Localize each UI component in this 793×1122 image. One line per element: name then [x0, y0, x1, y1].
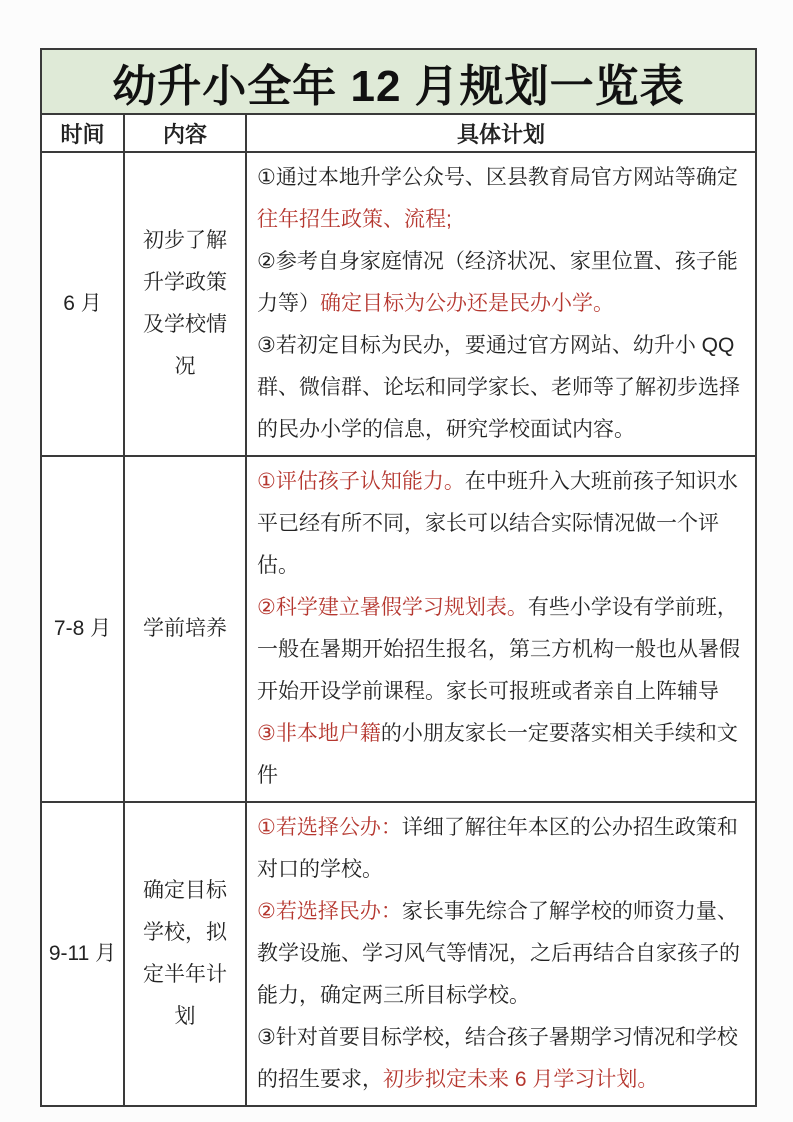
plan-text-highlight: ②若选择民办：: [257, 900, 402, 923]
time-cell: 9-11 月: [42, 803, 125, 1105]
table-header-row: [42, 115, 755, 153]
plan-cell: [247, 457, 755, 803]
document-sheet: [40, 48, 757, 1107]
plan-paragraph: [257, 1017, 741, 1101]
plan-text-highlight: ①若选择公办：: [257, 816, 402, 839]
plan-text: 家长事先综合了解学校的师资力量、教学设施、学习风气等情况，之后再结合自家孩子的能力，确定两三所目标学校。: [257, 900, 740, 1007]
plan-paragraph: [257, 891, 741, 1017]
column-header-content: 内容: [125, 115, 247, 153]
plan-paragraph: [257, 157, 741, 241]
table-row: [42, 803, 755, 1105]
content-cell: 确定目标学校，拟定半年计划: [125, 803, 247, 1105]
time-cell: 6 月: [42, 153, 125, 457]
plan-text: ②参考自身家庭情况（经济状况、家里位置、孩子能力等）: [257, 250, 738, 315]
plan-table: [40, 48, 757, 1107]
content-cell: 学前培养: [125, 457, 247, 803]
plan-paragraph: [257, 325, 741, 451]
plan-paragraph: [257, 587, 741, 713]
plan-text-highlight: ③非本地户籍: [257, 722, 381, 745]
plan-text: ③若初定目标为民办，要通过官方网站、幼升小 QQ 群、微信群、论坛和同学家长、老师等了解初步选择的民办小学的信息，研究学校面试内容。: [257, 334, 740, 441]
time-cell: 7-8 月: [42, 457, 125, 803]
page-title: 幼升小全年 12 月规划一览表: [42, 50, 755, 115]
table-row: [42, 153, 755, 457]
plan-text-highlight: ①评估孩子认知能力。: [257, 470, 465, 493]
content-cell: 初步了解升学政策及学校情况: [125, 153, 247, 457]
plan-paragraph: [257, 461, 741, 587]
plan-text-highlight: 确定目标为公办还是民办小学。: [320, 292, 614, 315]
plan-text: 在中班升入大班前孩子知识水平已经有所不同，家长可以结合实际情况做一个评估。: [257, 470, 738, 577]
plan-paragraph: [257, 807, 741, 891]
column-header-plan: 具体计划: [247, 115, 755, 153]
table-row: [42, 457, 755, 803]
plan-cell: [247, 803, 755, 1105]
plan-text: 详细了解往年本区的公办招生政策和对口的学校。: [257, 816, 738, 881]
plan-paragraph: [257, 713, 741, 797]
table-body: [42, 153, 755, 1105]
column-header-time: 时间: [42, 115, 125, 153]
plan-text-highlight: 初步拟定未来 6 月学习计划。: [383, 1068, 659, 1091]
plan-cell: [247, 153, 755, 457]
plan-text: 有些小学设有学前班，一般在暑期开始招生报名，第三方机构一般也从暑假开始开设学前课程。家长可报班或者亲自上阵辅导: [257, 596, 740, 703]
plan-text: ③针对首要目标学校，结合孩子暑期学习情况和学校的招生要求，: [257, 1026, 738, 1091]
plan-paragraph: [257, 241, 741, 325]
plan-text: ①通过本地升学公众号、区县教育局官方网站等确定: [257, 166, 738, 189]
plan-text-highlight: ②科学建立暑假学习规划表。: [257, 596, 528, 619]
plan-text: 的小朋友家长一定要落实相关手续和文件: [257, 722, 738, 787]
plan-text-highlight: 往年招生政策、流程;: [257, 208, 452, 231]
